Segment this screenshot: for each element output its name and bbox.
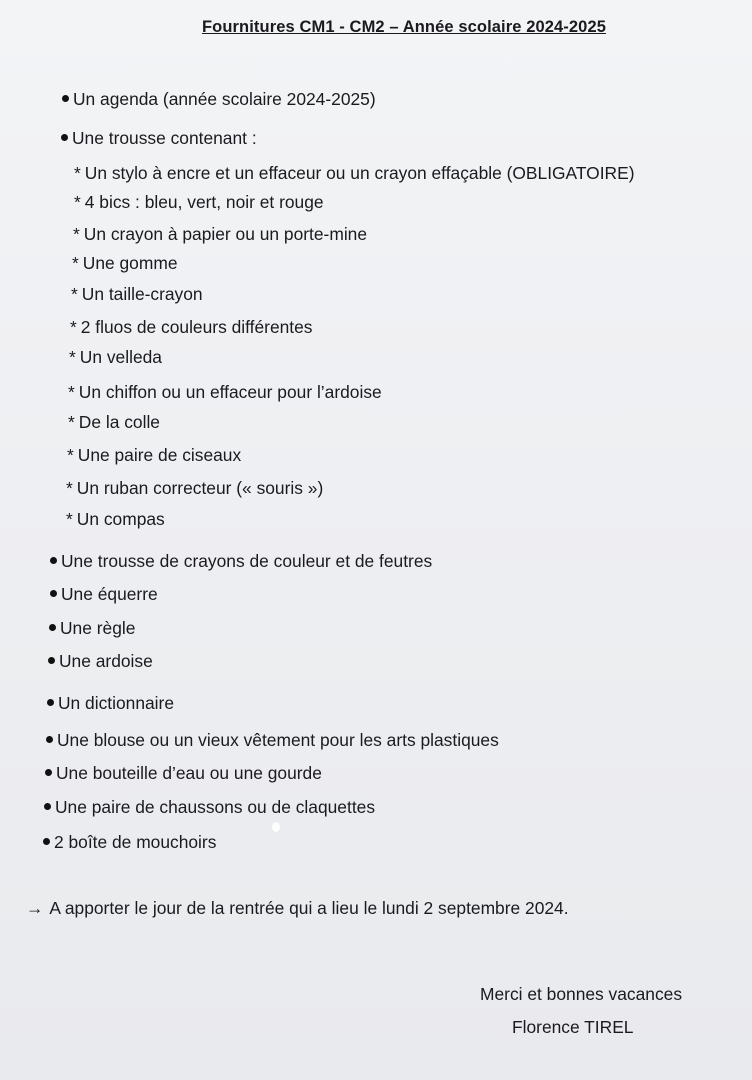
- signature-name: Florence TIREL: [512, 1017, 634, 1037]
- asterisk-icon: *: [66, 478, 73, 498]
- sub-list-item: * Un compas: [66, 509, 165, 529]
- list-item: Une trousse de crayons de couleur et de feutres: [50, 551, 432, 572]
- asterisk-icon: *: [71, 284, 78, 304]
- sub-list-item: * De la colle: [68, 412, 160, 432]
- bullet-icon: [43, 838, 50, 845]
- paper-speck: [272, 822, 280, 832]
- sub-list-item: * Une paire de ciseaux: [67, 445, 242, 465]
- sub-list-item: * 4 bics : bleu, vert, noir et rouge: [74, 192, 324, 212]
- list-item: Un dictionnaire: [47, 693, 174, 714]
- asterisk-icon: *: [67, 445, 74, 465]
- bullet-icon: [50, 557, 57, 564]
- closing-text: Merci et bonnes vacances: [480, 984, 683, 1004]
- list-item: 2 boîte de mouchoirs: [43, 832, 216, 853]
- list-item: Une paire de chaussons ou de claquettes: [44, 797, 375, 818]
- sub-list-item: * Un crayon à papier ou un porte-mine: [73, 224, 368, 244]
- asterisk-icon: *: [73, 224, 80, 244]
- bullet-icon: [48, 657, 55, 664]
- bullet-icon: [49, 624, 56, 631]
- list-item: Une bouteille d’eau ou une gourde: [45, 763, 322, 784]
- asterisk-icon: *: [68, 412, 75, 432]
- list-item: Une trousse contenant :: [61, 128, 257, 149]
- list-item: Un agenda (année scolaire 2024-2025): [62, 89, 376, 110]
- sub-list-item: * Un velleda: [69, 347, 162, 367]
- asterisk-icon: *: [66, 509, 73, 529]
- sub-list-item: * Un chiffon ou un effaceur pour l’ardoise: [68, 382, 382, 402]
- asterisk-icon: *: [74, 192, 81, 212]
- bullet-icon: [45, 769, 52, 776]
- sub-list-item: * Un ruban correcteur (« souris »): [66, 478, 324, 498]
- list-item: Une blouse ou un vieux vêtement pour les arts plastiques: [46, 730, 499, 751]
- bullet-icon: [61, 134, 68, 141]
- asterisk-icon: *: [74, 163, 81, 183]
- bullet-icon: [44, 803, 51, 810]
- sub-list-item: * 2 fluos de couleurs différentes: [70, 317, 313, 337]
- bullet-icon: [50, 590, 57, 597]
- asterisk-icon: *: [72, 253, 79, 273]
- list-item: Une équerre: [50, 584, 158, 605]
- list-item: Une ardoise: [48, 651, 153, 672]
- asterisk-icon: *: [68, 382, 75, 402]
- page-title: Fournitures CM1 - CM2 – Année scolaire 2024-2025: [202, 18, 606, 36]
- bullet-icon: [47, 699, 54, 706]
- sub-list-item: * Un taille-crayon: [71, 284, 203, 304]
- asterisk-icon: *: [69, 347, 76, 367]
- bullet-icon: [46, 736, 53, 743]
- bullet-icon: [62, 95, 69, 102]
- sub-list-item: * Une gomme: [72, 253, 178, 273]
- list-item: Une règle: [49, 618, 135, 639]
- arrow-right-icon: →: [26, 898, 44, 918]
- reminder-note: → A apporter le jour de la rentrée qui a lieu le lundi 2 septembre 2024.: [26, 898, 569, 918]
- sub-list-item: * Un stylo à encre et un effaceur ou un crayon effaçable (OBLIGATOIRE): [74, 163, 635, 183]
- asterisk-icon: *: [70, 317, 77, 337]
